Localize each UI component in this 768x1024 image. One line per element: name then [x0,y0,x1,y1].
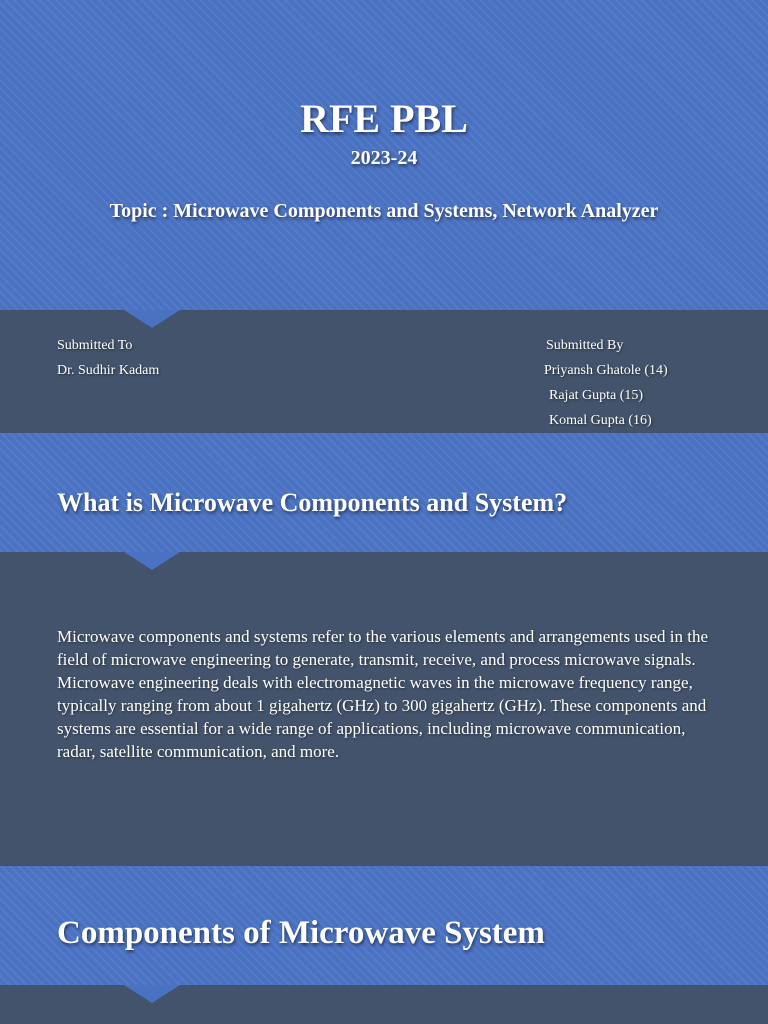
submitted-to-label: Submitted To [57,338,133,353]
member-item: Priyansh Ghatole (14) [544,363,668,378]
slide3-notch [124,985,180,1003]
slide2-heading: What is Microwave Components and System? [57,488,568,517]
member-item: Rajat Gupta (15) [549,388,644,403]
slide1-title: RFE PBL [300,96,468,141]
slide1-year: 2023-24 [350,147,418,169]
slide2-body: Microwave components and systems refer to the various elements and arrangements used in the field of microwave engineering to generate, transmit, receive, and process microwave signals. Microwave engineering deals with electromagnetic waves in the microwave frequency range, typically ranging from about 1 gigahertz (GHz) to 300 gigahertz (GHz). These components and systems are essential for a wide range of applications, including microwave communication, radar, satellite communication, and more. [57,627,708,761]
submitted-to-name: Dr. Sudhir Kadam [57,363,160,378]
member-item: Komal Gupta (16) [549,413,652,428]
slide1-topic: Topic : Microwave Components and Systems, Network Analyzer [109,200,659,222]
slide1-notch [124,310,180,328]
slide3-heading: Components of Microwave System [57,915,545,951]
submitted-by-label: Submitted By [546,338,624,353]
slide2-notch [124,552,180,570]
